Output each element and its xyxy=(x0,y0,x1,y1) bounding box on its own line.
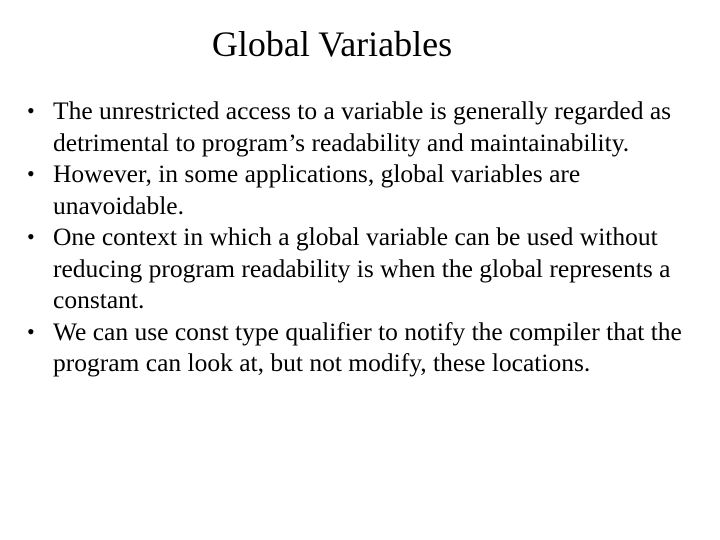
bullet-item xyxy=(0,221,700,316)
bullet-icon: • xyxy=(27,224,35,249)
bullet-item xyxy=(0,316,700,379)
bullet-icon: • xyxy=(27,161,35,186)
bullet-icon: • xyxy=(27,318,35,344)
bullet-text: We can use const type qualifier to notify the compiler that the program can look at, but not modify, these locations. xyxy=(53,316,682,377)
bullet-item xyxy=(0,158,700,221)
bullet-text: One context in which a global variable can be used without reducing program readability is when the global represents a constant. xyxy=(53,222,671,314)
bullet-text: However, in some applications, global variables are unavoidable. xyxy=(53,159,581,220)
bullet-list xyxy=(0,95,700,379)
bullet-text: The unrestricted access to a variable is generally regarded as detrimental to program’s readability and maintainability. xyxy=(53,96,672,157)
slide-title: Global Variables xyxy=(211,24,453,64)
bullet-icon: • xyxy=(27,98,35,123)
bullet-item xyxy=(0,95,700,158)
